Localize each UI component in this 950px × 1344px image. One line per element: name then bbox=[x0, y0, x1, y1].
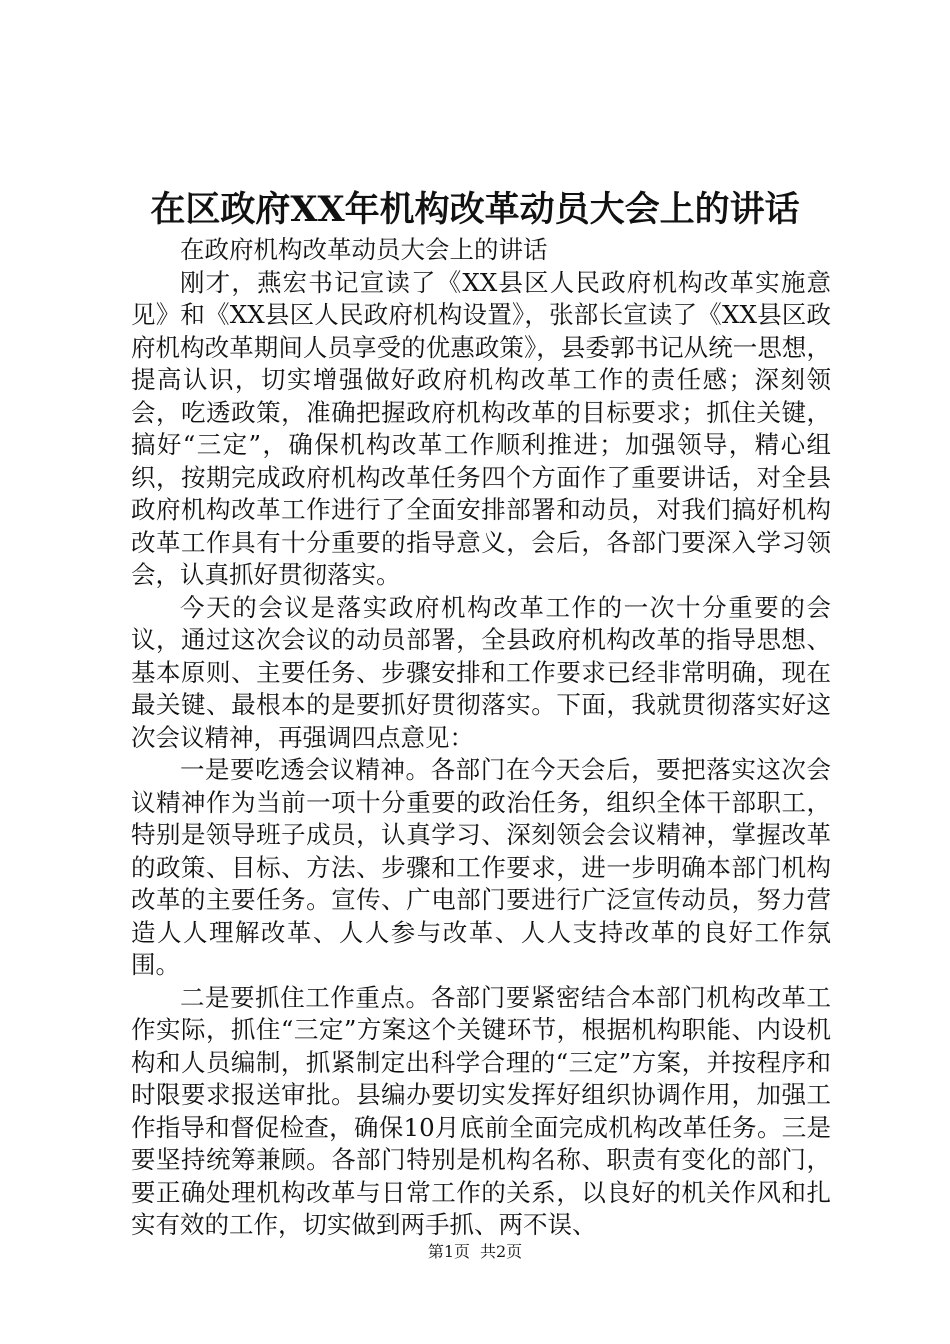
page-number: 第1页 bbox=[427, 1242, 470, 1261]
paragraph-1: 刚才，燕宏书记宣读了《XX县区人民政府机构改革实施意见》和《XX县区人民政府机构设置》，张部长宣读了《XX县区政府机构改革期间人员享受的优惠政策》，县委郭书记从统一思想，提高认识，切实增强做好政府机构改革工作的责任感；深刻领会，吃透政策，准确把握政府机构改革的目标要求；抓住关键，搞好“三定”，确保机构改革工作顺利推进；加强领导，精心组织，按期完成政府机构改革任务四个方面作了重要讲话，对全县政府机构改革工作进行了全面安排部署和动员，对我们搞好机构改革工作具有十分重要的指导意义，会后，各部门要深入学习领会，认真抓好贯彻落实。 bbox=[131, 267, 831, 589]
document-title: 在区政府XX年机构改革动员大会上的讲话 bbox=[150, 189, 800, 230]
paragraph-2: 今天的会议是落实政府机构改革工作的一次十分重要的会议，通过这次会议的动员部署，全县政府机构改革的指导思想、基本原则、主要任务、步骤安排和工作要求已经非常明确，现在最关键、最根本的是要抓好贯彻落实。下面，我就贯彻落实好这次会议精神，再强调四点意见： bbox=[131, 592, 831, 752]
page-total: 共2页 bbox=[480, 1242, 523, 1261]
paragraph-3: 一是要吃透会议精神。各部门在今天会后，要把落实这次会议精神作为当前一项十分重要的政治任务，组织全体干部职工，特别是领导班子成员，认真学习、深刻领会会议精神，掌握改革的政策、目标、方法、步骤和工作要求，进一步明确本部门机构改革的主要任务。宣传、广电部门要进行广泛宣传动员，努力营造人人理解改革、人人参与改革、人人支持改革的良好工作氛围。 bbox=[131, 755, 831, 979]
document-subtitle: 在政府机构改革动员大会上的讲话 bbox=[180, 235, 548, 264]
document-body bbox=[131, 234, 831, 1242]
page-footer bbox=[0, 1241, 950, 1263]
paragraph-4: 二是要抓住工作重点。各部门要紧密结合本部门机构改革工作实际，抓住“三定”方案这个关键环节，根据机构职能、内设机构和人员编制，抓紧制定出科学合理的“三定”方案，并按程序和时限要求报送审批。县编办要切实发挥好组织协调作用，加强工作指导和督促检查，确保10月底前全面完成机构改革任务。三是要坚持统筹兼顾。各部门特别是机构名称、职责有变化的部门，要正确处理机构改革与日常工作的关系，以良好的机关作风和扎实有效的工作，切实做到两手抓、两不误、 bbox=[131, 982, 831, 1239]
